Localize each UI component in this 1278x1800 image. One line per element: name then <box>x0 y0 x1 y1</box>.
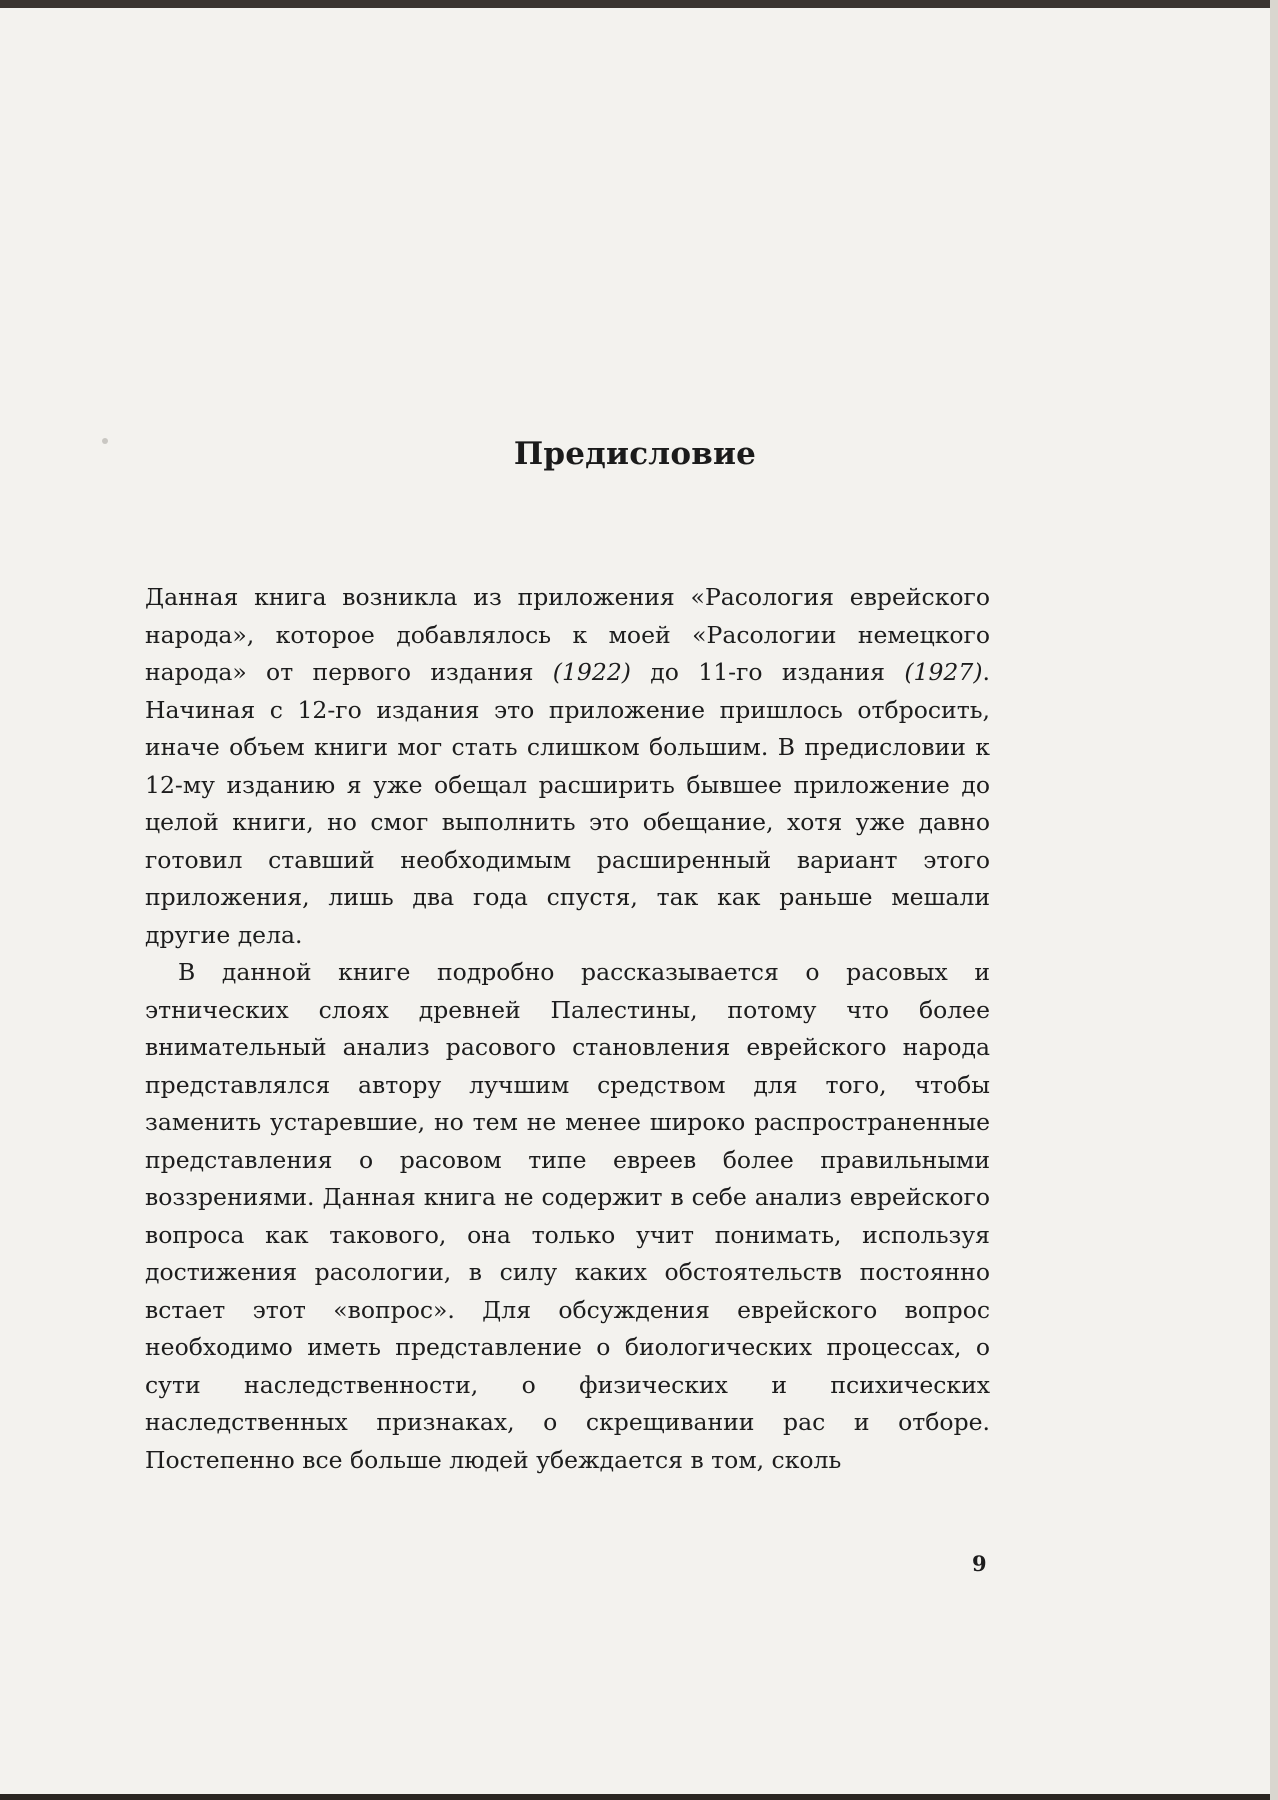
page-edge <box>1270 0 1278 1800</box>
italic-segment: (1927) <box>904 658 983 686</box>
paragraph-1 <box>145 579 990 954</box>
text-segment: до 11-го издания <box>630 658 905 686</box>
italic-segment: (1922) <box>552 658 631 686</box>
page-number: 9 <box>972 1551 987 1576</box>
text-segment: В данной книге подробно рассказывается о расовых и этнических слоях древней Палестины, потому что более внимательный анализ расового становления еврейского народа представлялся автору лучшим средством для того, чтобы заменить устаревшие, но тем не менее широко распространенные представления о расовом типе евреев более правильными воззрениями. Данная книга не содержит в себе анализ еврейского вопроса как такового, она только учит понимать, используя достижения расологии, в силу каких обстоятельств постоянно встает этот «вопрос». Для обсуждения еврейского вопрос необходимо иметь представление о биологических процессах, о сути наследственности, о физических и психических наследственных признаках, о скрещивании рас и отборе. Постепенно все больше людей убеждается в том, сколь <box>145 958 990 1474</box>
text-segment: Данная книга возникла из приложения «Расология еврейского народа», которое добавлялось к моей «Расологии немецкого народа» от первого издания <box>145 583 990 686</box>
paragraph-2 <box>145 954 990 1479</box>
body-text <box>145 579 990 1479</box>
page-title: Предисловие <box>513 436 757 472</box>
text-segment: . Начиная с 12-го издания это приложение пришлось отбросить, иначе объем книги мог стать слишком большим. В предисловии к 12-му изданию я уже обещал расширить бывшее приложение до целой книги, но смог выполнить это обещание, хотя уже давно готовил ставший необходимым расширенный вариант этого приложения, лишь два года спустя, так как раньше мешали другие дела. <box>145 658 990 949</box>
